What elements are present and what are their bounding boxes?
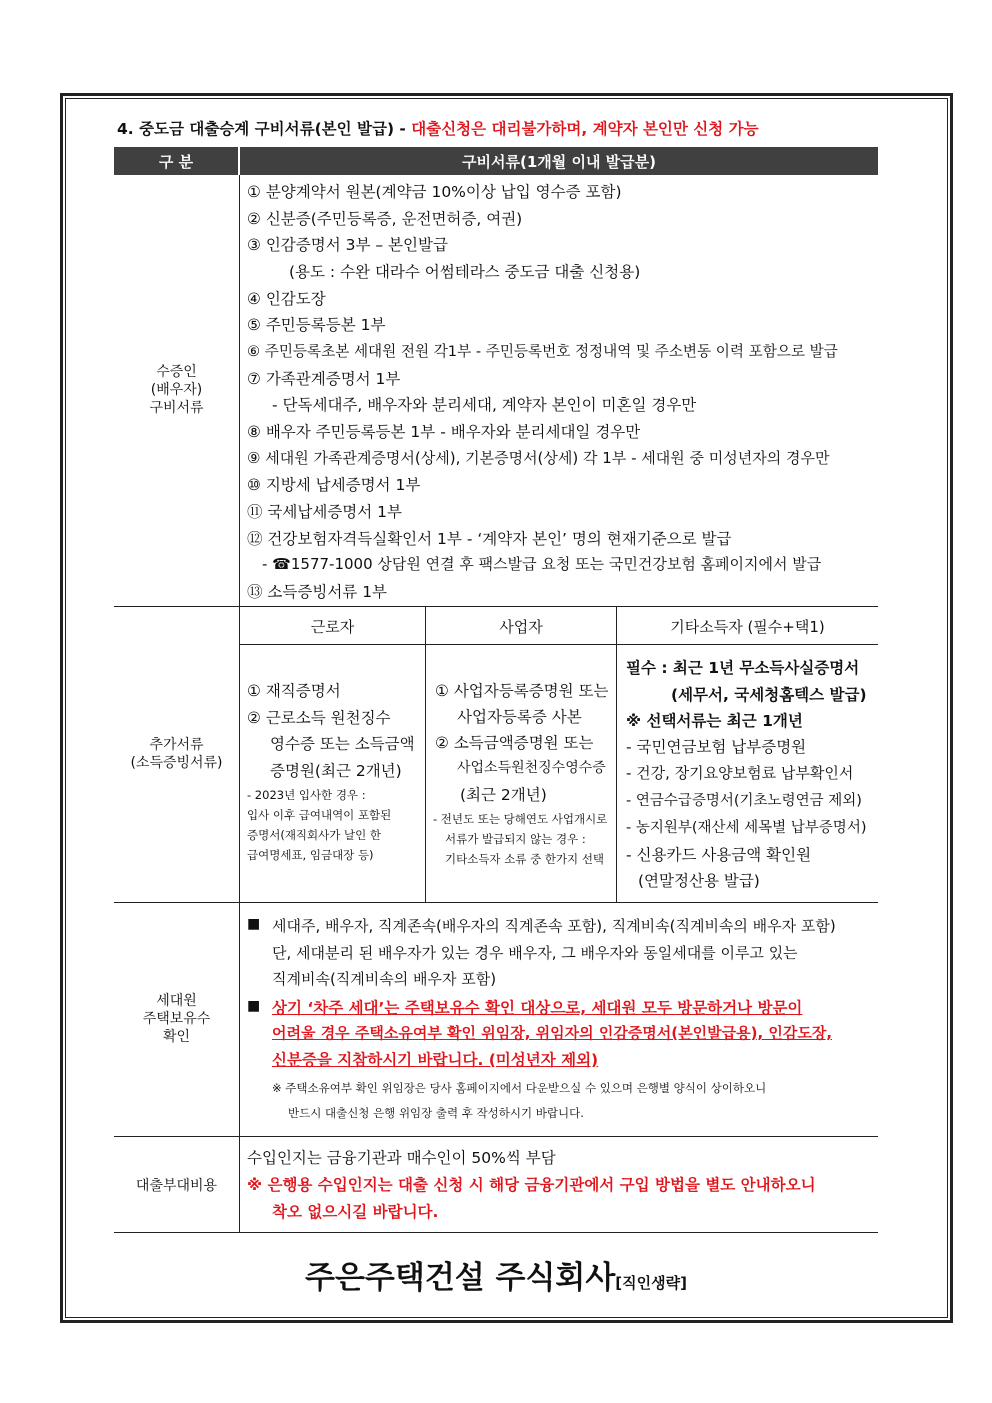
doc-item: ④ 인감도장	[247, 290, 326, 308]
fee-warning: ※ 은행용 수입인지는 대출 신청 시 해당 금융기관에서 구입 방법을 별도 안내하오니	[247, 1176, 816, 1194]
business-note: 기타소득자 소류 중 한가지 선택	[445, 852, 605, 866]
other-item: - 국민연금보험 납부증명원	[626, 738, 807, 756]
section-heading	[117, 117, 759, 139]
other-choice-title: ※ 선택서류는 최근 1개년	[626, 712, 803, 730]
doc-item: ⑥ 주민등록초본 세대원 전원 각1부 - 주민등록번호 정정내역 및 주소변동 이력 포함으로 발급	[247, 343, 838, 360]
household-text: 단, 세대분리 된 배우자가 있는 경우 배우자, 그 배우자와 동일세대를 이루고 있는	[272, 944, 798, 962]
header-category: 구 분	[114, 147, 238, 175]
row-divider-2	[114, 902, 878, 903]
other-item: - 연금수급증명서(기초노령연금 제외)	[626, 793, 862, 809]
doc-item: ⑨ 세대원 가족관계증명서(상세), 기본증명서(상세) 각 1부 - 세대원 중 미성년자의 경우만	[247, 449, 830, 467]
worker-item: ① 재직증명서	[247, 682, 341, 700]
fee-text: 수입인지는 금융기관과 매수인이 50%씩 부담	[247, 1149, 556, 1167]
doc-item-note: - ☎1577-1000 상담원 연결 후 팩스발급 요청 또는 국민건강보험 홈페이지에서 발급	[262, 555, 822, 573]
column-worker: 근로자	[310, 617, 355, 636]
household-note: ※ 주택소유여부 확인 위임장은 당사 홈페이지에서 다운받으실 수 있으며 은행별 양식이 상이하오니	[272, 1081, 767, 1095]
doc-item: ⑬ 소득증빙서류 1부	[247, 583, 388, 601]
section3-label: 세대원 주택보유수 확인	[142, 993, 211, 1045]
section1-label: 수증인 (배우자) 구비서류	[149, 364, 204, 416]
household-warning: 신분증을 지참하시기 바랍니다. (미성년자 제외)	[272, 1051, 599, 1069]
col-divider-2	[616, 607, 617, 902]
business-note: 서류가 발급되지 않는 경우 :	[445, 832, 586, 846]
heading-warning: 대출신청은 대리불가하며, 계약자 본인만 신청 가능	[411, 120, 759, 138]
business-item: (최근 2개년)	[460, 786, 547, 804]
heading-prefix: 4. 중도금 대출승계 구비서류(본인 발급) -	[117, 120, 412, 138]
doc-item: ⑫ 건강보험자격득실확인서 1부 - ‘계약자 본인’ 명의 현재기준으로 발급	[247, 530, 732, 548]
company-name: 주은주택건설 주식회사	[305, 1260, 616, 1296]
other-required: 필수 : 최근 1년 무소득사실증명서	[626, 659, 860, 677]
business-item: 사업소득원천징수영수증	[457, 760, 606, 776]
row-divider-3	[114, 1136, 878, 1137]
bullet-square: ■	[247, 998, 261, 1014]
household-note: 반드시 대출신청 은행 위임장 출력 후 작성하시기 바랍니다.	[288, 1106, 584, 1120]
worker-note: 입사 이후 급여내역이 포함된	[247, 808, 392, 822]
fee-warning: 착오 없으시길 바랍니다.	[272, 1203, 439, 1221]
row-divider-4	[114, 1232, 878, 1233]
doc-item: ⑪ 국세납세증명서 1부	[247, 503, 403, 521]
household-warning: 상기 ‘차주 세대’는 주택보유수 확인 대상으로, 세대원 모두 방문하거나 방문이	[272, 999, 803, 1017]
business-note: - 전년도 또는 당해연도 사업개시로	[433, 812, 608, 826]
doc-item: ⑩ 지방세 납세증명서 1부	[247, 476, 421, 494]
section2-label: 추가서류 (소득증빙서류)	[130, 737, 223, 771]
other-item: (연말정산용 발급)	[638, 872, 760, 890]
column-business: 사업자	[499, 617, 543, 636]
household-text: 직계비속(직계비속의 배우자 포함)	[272, 970, 497, 988]
col-divider-1	[425, 607, 426, 902]
doc-item-note: - 단독세대주, 배우자와 분리세대, 계약자 본인이 미혼일 경우만	[272, 396, 697, 414]
worker-item: 증명원(최근 2개년)	[270, 762, 402, 780]
table-divider-vertical	[239, 175, 240, 1233]
worker-item: ② 근로소득 원천징수	[247, 709, 391, 727]
other-item: - 농지원부(재산세 세목별 납부증명서)	[626, 820, 867, 836]
doc-item: ① 분양계약서 원본(계약금 10%이상 납입 영수증 포함)	[247, 183, 622, 201]
other-item: - 건강, 장기요양보험료 납부확인서	[626, 764, 854, 782]
column-other-income: 기타소득자 (필수+택1)	[670, 617, 825, 636]
worker-note: 증명서(재직회사가 날인 한	[247, 828, 381, 842]
worker-note: 급여명세표, 임금대장 등)	[247, 848, 374, 862]
business-item: ② 소득금액증명원 또는	[435, 734, 594, 752]
doc-item: ② 신분증(주민등록증, 운전면허증, 여권)	[247, 210, 523, 228]
business-item: 사업자등록증 사본	[457, 708, 582, 726]
doc-item: ③ 인감증명서 3부 – 본인발급	[247, 236, 448, 254]
company-footer	[0, 1252, 992, 1297]
bullet-square: ■	[247, 916, 261, 932]
doc-item-note: (용도 : 수완 대라수 어썸테라스 중도금 대출 신청용)	[289, 263, 641, 281]
household-text: 세대주, 배우자, 직계존속(배우자의 직계존속 포함), 직계비속(직계비속의 배우자 포함)	[272, 917, 836, 935]
business-item: ① 사업자등록증명원 또는	[435, 682, 609, 700]
doc-item: ⑧ 배우자 주민등록등본 1부 - 배우자와 분리세대일 경우만	[247, 423, 641, 441]
worker-item: 영수증 또는 소득금액	[270, 735, 415, 753]
seal-omitted: [직인생략]	[615, 1274, 687, 1292]
section4-label: 대출부대비용	[135, 1178, 218, 1194]
other-item: - 신용카드 사용금액 확인원	[626, 846, 812, 864]
other-required-issuer: (세무서, 국세청홈텍스 발급)	[671, 686, 867, 704]
header-documents: 구비서류(1개월 이내 발급분)	[240, 147, 878, 175]
household-warning: 어려울 경우 주택소유여부 확인 위임장, 위임자의 인감증명서(본인발급용), 인감도장,	[272, 1024, 833, 1042]
doc-item: ⑤ 주민등록등본 1부	[247, 316, 386, 334]
worker-note: - 2023년 입사한 경우 :	[247, 788, 366, 802]
doc-item: ⑦ 가족관계증명서 1부	[247, 370, 401, 388]
